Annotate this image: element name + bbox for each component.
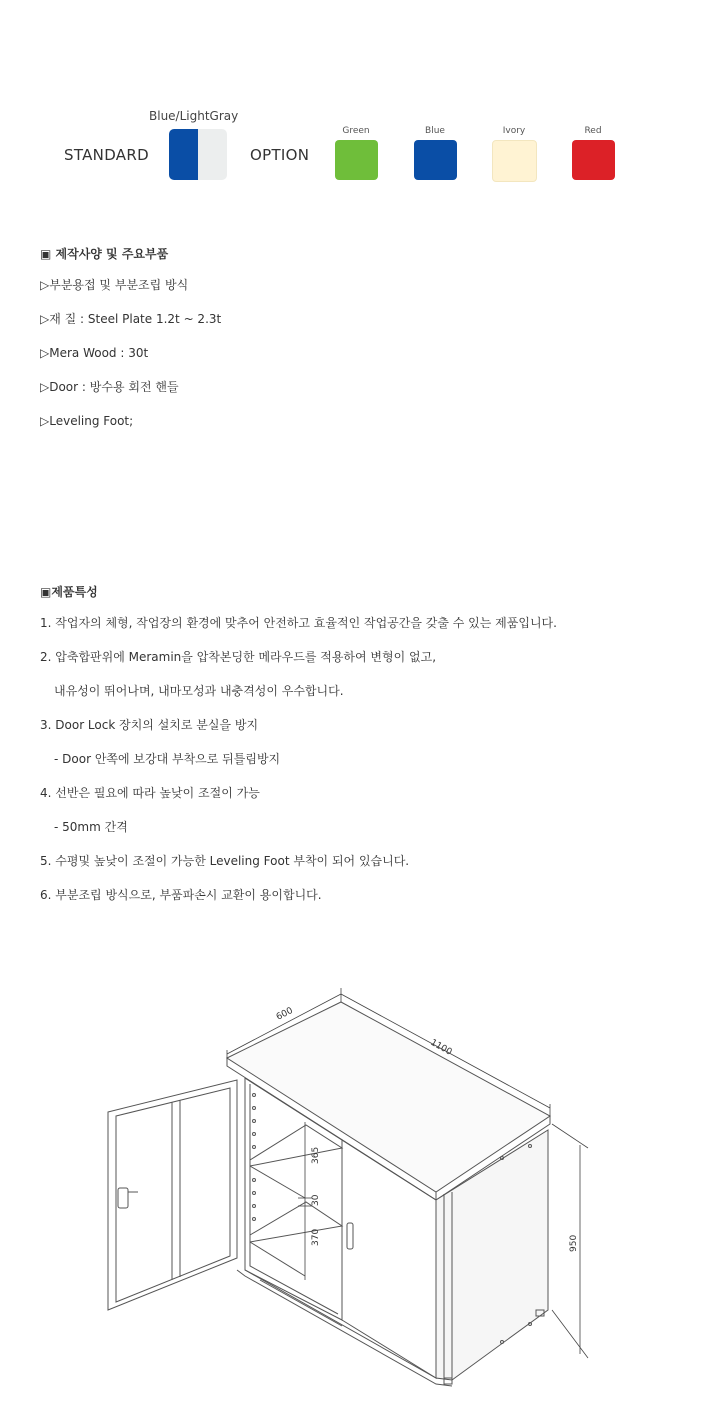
feature-line: 5. 수평및 높낮이 조절이 가능한 Leveling Foot 부착이 되어 있습니다.: [40, 854, 410, 868]
option-caption: Red: [584, 126, 602, 136]
dim-depth-label: 600: [274, 1005, 295, 1023]
dim-shelf-top-label: 365: [311, 1146, 321, 1164]
standard-swatch-blue: [169, 129, 198, 180]
standard-color-caption: Blue/LightGray: [149, 109, 239, 123]
option-red: [571, 124, 615, 180]
cabinet-technical-drawing: [100, 980, 600, 1390]
feature-line: - 50mm 간격: [54, 820, 128, 834]
feature-line: - Door 안쪽에 보강대 부착으로 뒤틀림방지: [54, 752, 281, 766]
option-green: [334, 124, 378, 180]
option-swatch: [414, 140, 457, 180]
option-caption: Blue: [425, 126, 445, 136]
standard-color-swatch: [169, 129, 227, 180]
specs-title: ▣ 제작사양 및 주요부품: [40, 247, 169, 261]
option-blue: [413, 124, 457, 180]
option-caption: Ivory: [502, 126, 526, 136]
spec-item: ▷Mera Wood : 30t: [40, 346, 149, 360]
feature-line: 내유성이 뛰어나며, 내마모성과 내충격성이 우수합니다.: [54, 684, 344, 698]
spec-item: ▷Door : 방수용 회전 핸들: [40, 380, 179, 394]
features-section: [40, 578, 680, 912]
spec-item: ▷재 질 : Steel Plate 1.2t ~ 2.3t: [40, 312, 222, 326]
feature-line: 2. 압축합판위에 Meramin을 압착본딩한 메라우드를 적용하여 변형이 없고,: [40, 650, 437, 664]
option-caption: Green: [342, 126, 370, 136]
spec-item: ▷Leveling Foot;: [40, 414, 134, 428]
option-swatch: [572, 140, 615, 180]
standard-label: STANDARD: [64, 146, 149, 164]
dim-width-label: 1100: [428, 1037, 454, 1058]
specs-section: [40, 240, 680, 438]
option-ivory: [492, 124, 536, 182]
option-label: OPTION: [250, 146, 310, 164]
spec-item: ▷부분용접 및 부분조립 방식: [40, 278, 189, 292]
feature-line: 4. 선반은 필요에 따라 높낮이 조절이 가능: [40, 786, 260, 800]
cabinet-drawing-svg: [100, 980, 600, 1390]
dim-shelf-bottom-label: 370: [311, 1228, 321, 1246]
feature-line: 6. 부분조립 방식으로, 부품파손시 교환이 용이합니다.: [40, 888, 322, 902]
option-swatch: [492, 140, 537, 182]
standard-swatch-lightgray: [198, 129, 227, 180]
dim-shelf-thick-label: 30: [311, 1194, 321, 1206]
feature-line: 1. 작업자의 체형, 작업장의 환경에 맞추어 안전하고 효율적인 작업공간을 갖출 수 있는 제품입니다.: [40, 616, 557, 630]
features-title: ▣제품특성: [40, 585, 98, 599]
color-options-row: [0, 100, 709, 200]
feature-line: 3. Door Lock 장치의 설치로 분실을 방지: [40, 718, 259, 732]
option-swatch: [335, 140, 378, 180]
dim-height-label: 950: [569, 1234, 579, 1252]
